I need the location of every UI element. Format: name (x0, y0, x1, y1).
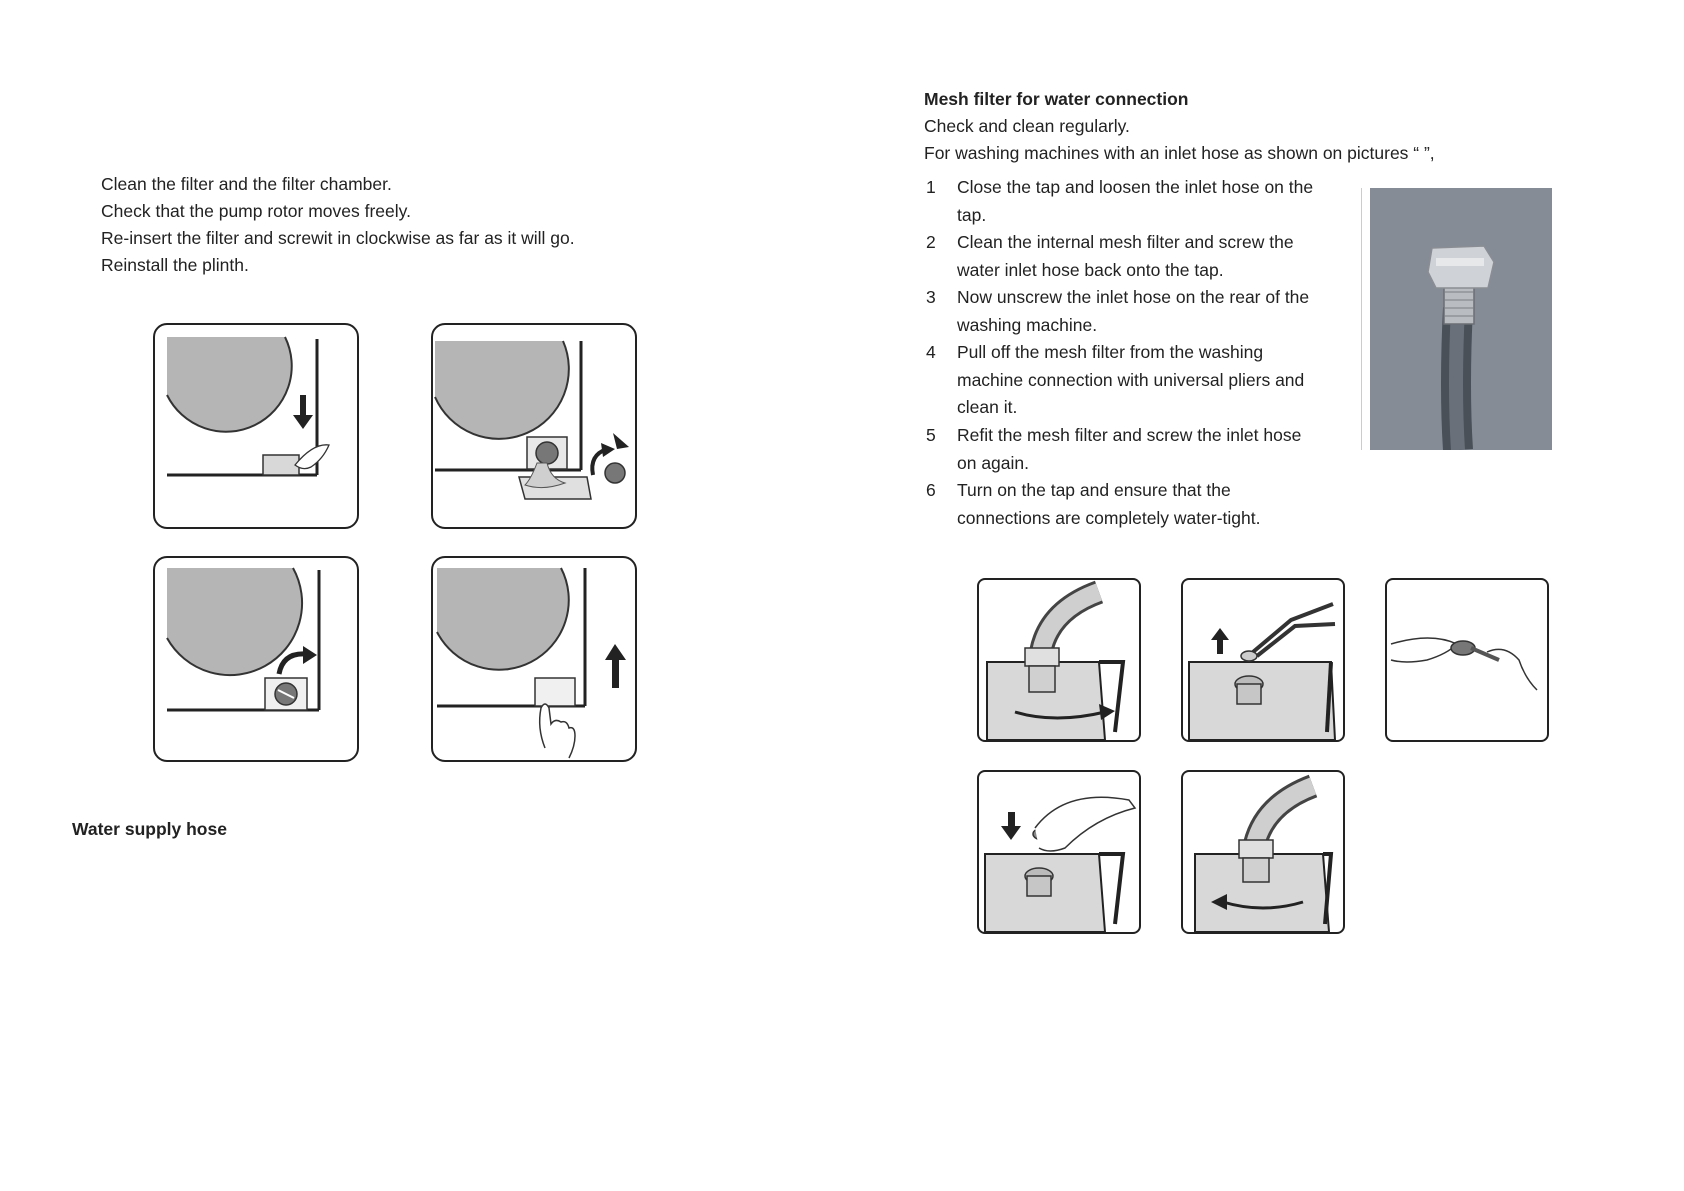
illustration-refit-mesh (977, 770, 1141, 934)
screw-filter-drawing (155, 558, 357, 760)
instruction-reinstall-plinth: Reinstall the plinth. (101, 255, 249, 275)
illustration-clean-mesh (1385, 578, 1549, 742)
step-number: 5 (926, 425, 936, 445)
instruction-check-rotor: Check that the pump rotor moves freely. (101, 201, 411, 221)
step-3 (926, 284, 1326, 339)
step-number: 6 (926, 480, 936, 500)
step-4 (926, 339, 1326, 422)
instruction-reinsert-filter: Re-insert the filter and screwit in clockwise as far as it will go. (101, 228, 575, 248)
clean-mesh-drawing (1387, 580, 1547, 740)
section-heading-water-supply-hose: Water supply hose (72, 819, 227, 839)
intro-check-clean: Check and clean regularly. (924, 116, 1130, 136)
open-plinth-drawing (155, 325, 357, 527)
step-text: Refit the mesh filter and screw the inlet hose on again. (957, 425, 1302, 473)
step-5 (926, 422, 1326, 477)
step-number: 3 (926, 287, 936, 307)
illustration-screw-hose (1181, 770, 1345, 934)
illustration-loosen-hose (977, 578, 1141, 742)
illustration-drain-filter (431, 323, 637, 529)
instruction-clean-filter: Clean the filter and the filter chamber. (101, 174, 392, 194)
drain-filter-drawing (433, 325, 635, 527)
illustration-open-plinth (153, 323, 359, 529)
step-text: Pull off the mesh filter from the washing machine connection with universal pliers and clean it. (957, 342, 1305, 417)
step-number: 2 (926, 232, 936, 252)
step-1 (926, 174, 1326, 229)
remove-mesh-pliers-drawing (1183, 580, 1343, 740)
illustration-screw-filter (153, 556, 359, 762)
step-text: Turn on the tap and ensure that the connections are completely water-tight. (957, 480, 1261, 528)
step-number: 4 (926, 342, 936, 362)
screw-hose-drawing (1183, 772, 1343, 932)
photo-inlet-hose (1361, 188, 1552, 450)
refit-mesh-drawing (979, 772, 1139, 932)
step-6 (926, 477, 1326, 532)
inlet-hose-photo-drawing (1362, 188, 1552, 450)
illustration-remove-mesh-pliers (1181, 578, 1345, 742)
heading-mesh-filter: Mesh filter for water connection (924, 89, 1189, 109)
intro-inlet-hose: For washing machines with an inlet hose as shown on pictures “ ”, (924, 143, 1435, 163)
loosen-hose-drawing (979, 580, 1139, 740)
step-2 (926, 229, 1326, 284)
step-text: Close the tap and loosen the inlet hose on the tap. (957, 177, 1314, 225)
step-number: 1 (926, 177, 936, 197)
close-plinth-drawing (433, 558, 635, 760)
step-text: Now unscrew the inlet hose on the rear of the washing machine. (957, 287, 1310, 335)
illustration-close-plinth (431, 556, 637, 762)
step-text: Clean the internal mesh filter and screw the water inlet hose back onto the tap. (957, 232, 1294, 280)
